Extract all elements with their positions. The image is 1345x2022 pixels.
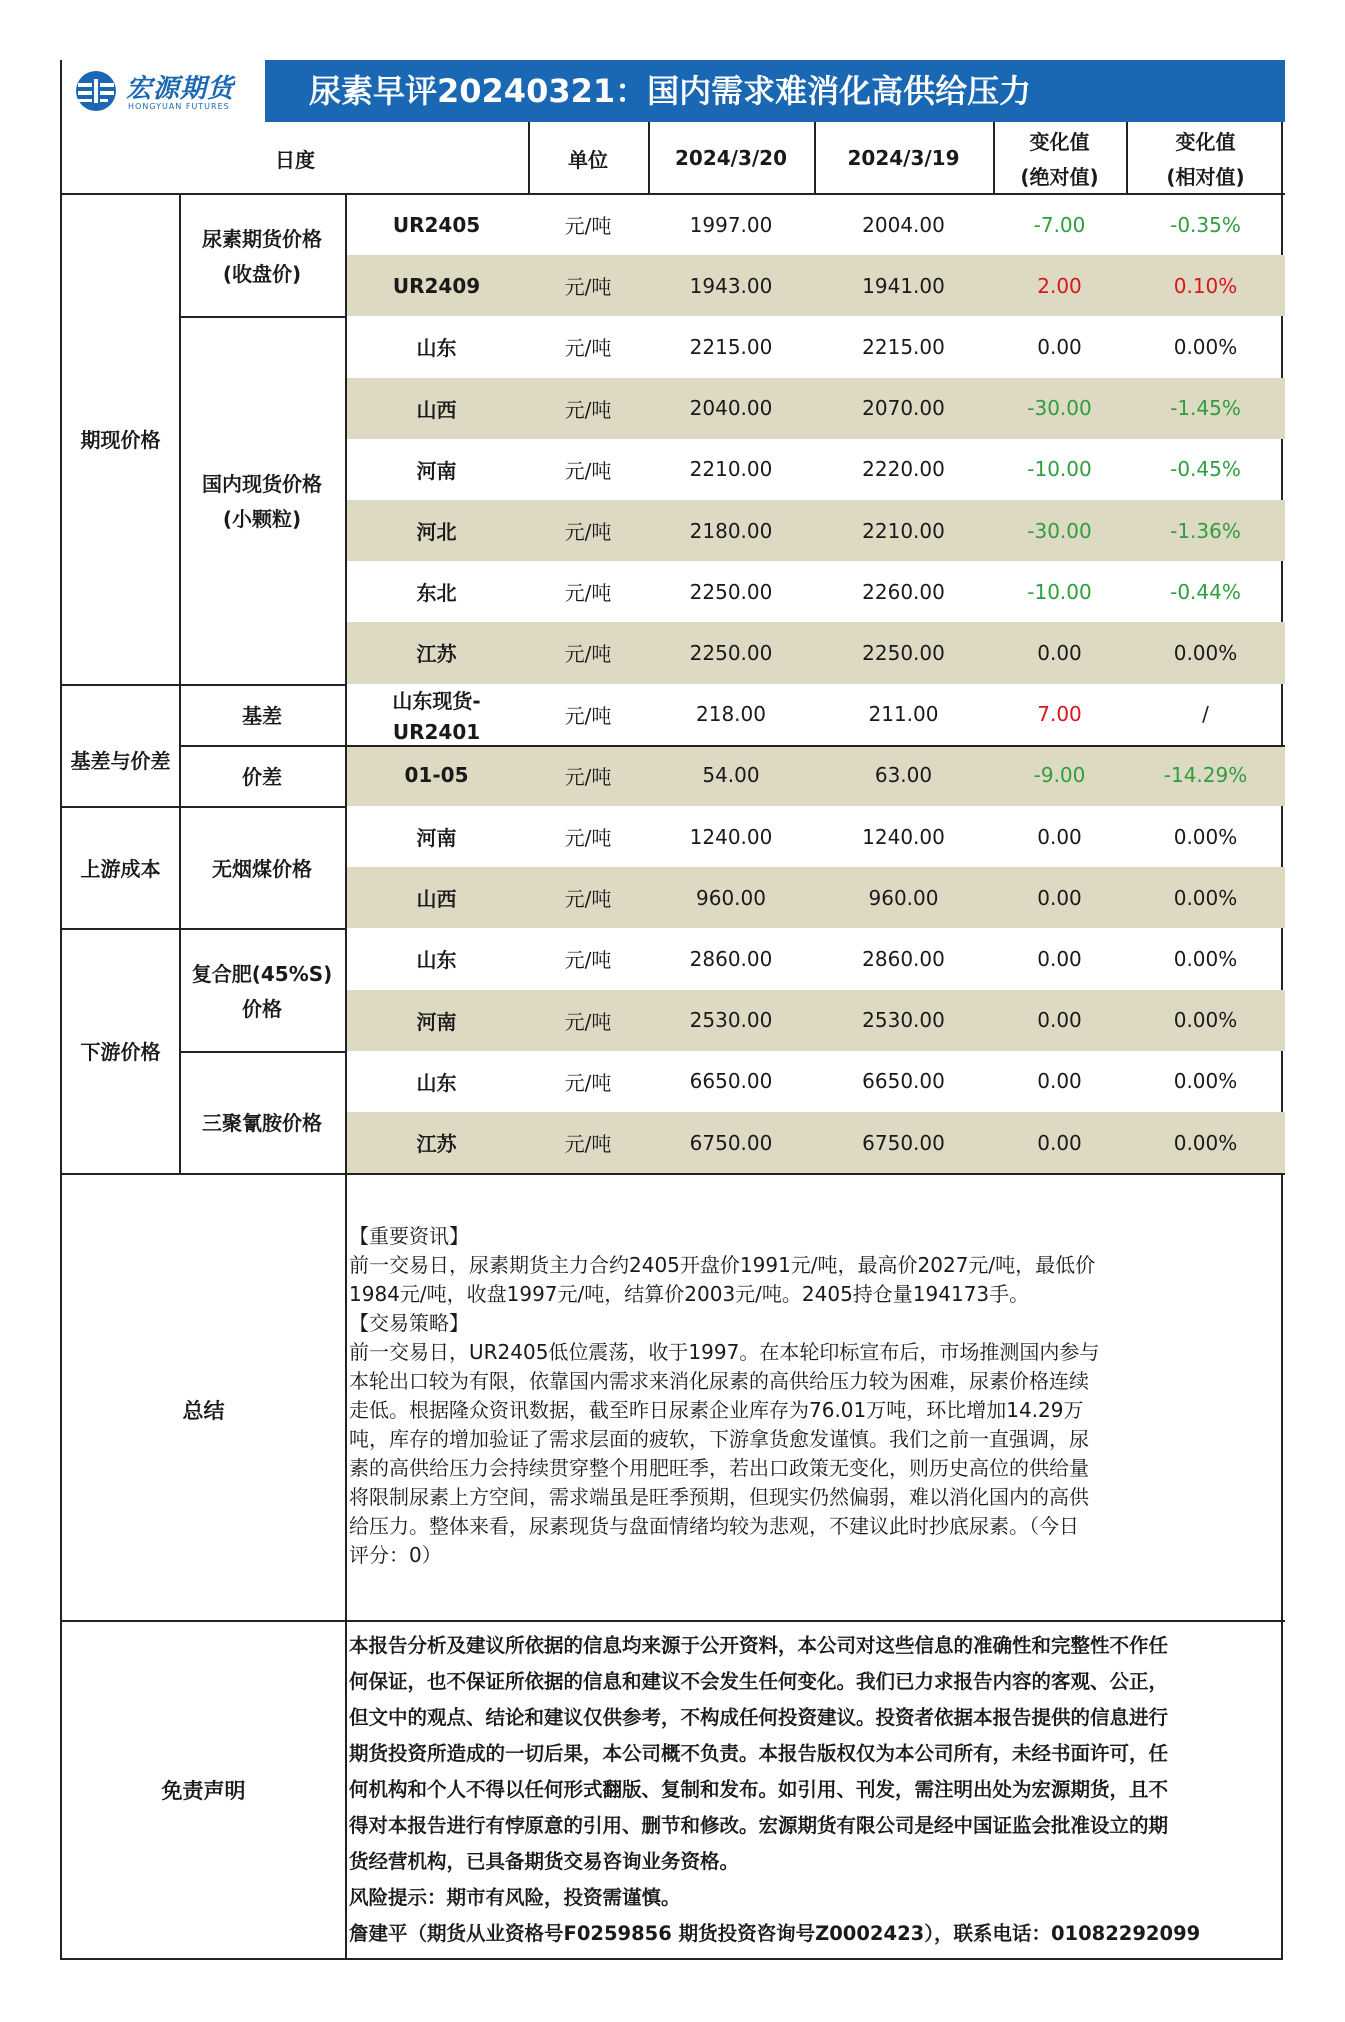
disclaimer-line: 期货投资所造成的一切后果，本公司概不负责。本报告版权仅为本公司所有，未经书面许可，任 [349, 1742, 1169, 1765]
row-unit: 元/吨 [564, 1009, 612, 1034]
row-abs-change: 7.00 [1037, 702, 1082, 727]
row-value-date1: 1997.00 [689, 212, 773, 237]
row-value-date1: 960.00 [696, 885, 766, 910]
row-value-date2: 2860.00 [862, 946, 945, 971]
row-abs-change: -30.00 [1027, 396, 1092, 421]
disclaimer-line: 货经营机构，已具备期货交易咨询业务资格。 [349, 1850, 740, 1873]
row-item: 江苏 [416, 1132, 457, 1157]
summary-line: 将限制尿素上方空间，需求端虽是旺季预期，但现实仍然偏弱，难以消化国内的高供 [349, 1485, 1089, 1509]
disclaimer-line: 本报告分析及建议所依据的信息均来源于公开资料，本公司对这些信息的准确性和完整性不作任 [349, 1634, 1169, 1657]
subgroup-label-coal: 无烟煤价格 [212, 856, 312, 881]
row-item: 山西 [416, 397, 457, 422]
row-value-date1: 6650.00 [689, 1069, 773, 1094]
row-value-date1: 2215.00 [689, 334, 773, 359]
disclaimer-line: 风险提示：期市有风险，投资需谨慎。 [349, 1886, 681, 1909]
summary-text [349, 1222, 1279, 1570]
row-abs-change: 0.00 [1037, 946, 1082, 971]
logo-subtext: HONGYUAN FUTURES [128, 102, 230, 111]
col-header-date1: 2024/3/20 [674, 146, 788, 170]
row-abs-change: 0.00 [1037, 824, 1082, 849]
grid-line [62, 928, 345, 930]
row-abs-change: -9.00 [1033, 763, 1086, 788]
summary-line: 走低。根据隆众资讯数据，截至昨日尿素企业库存为76.01万吨，环比增加14.29万 [349, 1398, 1084, 1422]
row-unit: 元/吨 [564, 642, 612, 667]
row-value-date1: 6750.00 [689, 1130, 773, 1155]
row-unit: 元/吨 [564, 581, 612, 606]
group-label-basis-spread: 基差与价差 [70, 749, 171, 774]
row-unit: 元/吨 [564, 458, 612, 483]
row-unit: 元/吨 [564, 948, 612, 973]
company-logo [62, 60, 267, 122]
row-unit: 元/吨 [564, 703, 612, 728]
row-rel-change: -1.36% [1170, 518, 1241, 543]
report-sheet [60, 60, 1283, 1960]
row-item: 河南 [416, 458, 457, 483]
summary-line: 吨，库存的增加验证了需求层面的疲软，下游拿货愈发谨慎。我们之前一直强调，尿 [349, 1427, 1089, 1451]
subgroup-label-basis: 基差 [242, 703, 282, 728]
row-abs-change: 0.00 [1037, 334, 1082, 359]
row-item: 河南 [416, 826, 457, 851]
disclaimer-line: 何保证，也不保证所依据的信息和建议不会发生任何变化。我们已力求报告内容的客观、公正， [349, 1670, 1169, 1693]
header-banner [62, 60, 1285, 122]
summary-line: 本轮出口较为有限，依靠国内需求来消化尿素的高供给压力较为困难，尿素价格连续 [349, 1369, 1089, 1393]
group-label-upstream-cost: 上游成本 [80, 856, 161, 881]
row-item: 河南 [416, 1009, 457, 1034]
row-item: UR2409 [392, 273, 481, 298]
row-value-date1: 2530.00 [689, 1008, 773, 1033]
row-abs-change: -30.00 [1027, 518, 1092, 543]
summary-line: 【交易策略】 [349, 1311, 469, 1335]
disclaimer-label: 免责声明 [161, 1779, 246, 1803]
group-label-spot-futures: 期现价格 [80, 428, 161, 453]
row-value-date1: 218.00 [696, 702, 766, 727]
row-value-date2: 2070.00 [862, 396, 945, 421]
summary-line: 素的高供给压力会持续贯穿整个用肥旺季，若出口政策无变化，则历史高位的供给量 [349, 1456, 1089, 1480]
row-unit: 元/吨 [564, 397, 612, 422]
row-rel-change: 0.00% [1173, 1008, 1238, 1033]
row-value-date1: 2040.00 [689, 396, 773, 421]
col-header-rel-change [1126, 122, 1285, 194]
row-item: 山东 [416, 1070, 457, 1095]
grid-line [345, 1173, 347, 1960]
row-value-date1: 2860.00 [689, 946, 773, 971]
summary-line: 评分：0） [349, 1543, 442, 1567]
row-rel-change: 0.00% [1173, 824, 1238, 849]
row-value-date1: 2180.00 [689, 518, 773, 543]
disclaimer-text [349, 1628, 1279, 1952]
subgroup-label-futures-line1: 尿素期货价格 [202, 227, 322, 252]
col-header-abs-change-line2: (绝对值) [1020, 165, 1099, 189]
row-value-date1: 2250.00 [689, 579, 773, 604]
row-value-date2: 2210.00 [862, 518, 945, 543]
grid-line [179, 316, 345, 318]
row-value-date1: 54.00 [702, 763, 760, 788]
subgroup-label-fertilizer-line2: 价格 [242, 996, 282, 1021]
grid-line [648, 122, 650, 194]
col-header-rel-change-line1: 变化值 [1175, 130, 1236, 154]
row-rel-change: 0.10% [1173, 273, 1238, 298]
row-item: 山东 [416, 948, 457, 973]
row-rel-change: -0.35% [1170, 212, 1241, 237]
row-abs-change: 0.00 [1037, 885, 1082, 910]
row-unit: 元/吨 [564, 1132, 612, 1157]
row-rel-change: 0.00% [1173, 334, 1238, 359]
row-rel-change: 0.00% [1173, 946, 1238, 971]
row-rel-change: 0.00% [1173, 1069, 1238, 1094]
row-value-date2: 211.00 [868, 702, 939, 727]
row-item: 江苏 [416, 642, 457, 667]
row-value-date2: 2250.00 [862, 640, 945, 665]
row-value-date2: 6650.00 [862, 1069, 945, 1094]
row-unit: 元/吨 [564, 764, 612, 789]
grid-line [62, 1173, 1285, 1175]
row-abs-change: -7.00 [1033, 212, 1086, 237]
row-value-date2: 63.00 [874, 763, 933, 788]
col-header-dimension: 日度 [275, 147, 315, 172]
row-value-date2: 1941.00 [862, 273, 945, 298]
row-value-date2: 960.00 [868, 885, 939, 910]
row-abs-change: -10.00 [1027, 457, 1092, 482]
row-value-date1: 2210.00 [689, 457, 773, 482]
row-unit: 元/吨 [564, 826, 612, 851]
grid-line [345, 194, 347, 1173]
col-header-abs-change [993, 122, 1126, 194]
grid-line [62, 193, 1285, 195]
grid-line [993, 122, 995, 194]
row-value-date2: 2260.00 [862, 579, 945, 604]
row-value-date2: 2215.00 [862, 334, 945, 359]
group-label-downstream-price: 下游价格 [80, 1040, 161, 1065]
hongyuan-logo-icon [74, 69, 118, 113]
subgroup-label-spread: 价差 [242, 764, 282, 789]
row-value-date2: 2004.00 [862, 212, 945, 237]
row-abs-change: -10.00 [1027, 579, 1092, 604]
subgroup-label-fertilizer-line1: 复合肥(45%S) [191, 961, 333, 986]
col-header-unit: 单位 [568, 147, 608, 172]
row-item-line2: UR2401 [392, 719, 481, 744]
row-unit: 元/吨 [564, 520, 612, 545]
row-abs-change: 2.00 [1037, 273, 1082, 298]
row-unit: 元/吨 [564, 275, 612, 300]
row-abs-change: 0.00 [1037, 640, 1082, 665]
row-item: 东北 [416, 581, 457, 606]
grid-line [62, 806, 345, 808]
disclaimer-line: 詹建平（期货从业资格号F0259856 期货投资咨询号Z0002423），联系电话：01082292099 [349, 1922, 1201, 1945]
subgroup-label-futures-line2: (收盘价) [222, 262, 302, 287]
row-value-date1: 1943.00 [689, 273, 773, 298]
summary-line: 前一交易日，尿素期货主力合约2405开盘价1991元/吨，最高价2027元/吨，最低价 [349, 1253, 1096, 1277]
disclaimer-line: 但文中的观点、结论和建议仅供参考，不构成任何投资建议。投资者依据本报告提供的信息进行 [349, 1706, 1169, 1729]
row-unit: 元/吨 [564, 887, 612, 912]
summary-line: 给压力。整体来看，尿素现货与盘面情绪均较为悲观，不建议此时抄底尿素。（今日 [349, 1514, 1079, 1538]
row-value-date2: 6750.00 [862, 1130, 945, 1155]
row-abs-change: 0.00 [1037, 1069, 1082, 1094]
row-value-date2: 1240.00 [862, 824, 945, 849]
summary-line: 【重要资讯】 [349, 1224, 469, 1248]
disclaimer-line: 何机构和个人不得以任何形式翻版、复制和发布。如引用、刊发，需注明出处为宏源期货，且不 [349, 1778, 1169, 1801]
row-abs-change: 0.00 [1037, 1008, 1082, 1033]
grid-line [62, 684, 345, 686]
row-unit: 元/吨 [564, 214, 612, 239]
row-unit: 元/吨 [564, 1070, 612, 1095]
subgroup-label-melamine: 三聚氰胺价格 [202, 1111, 322, 1136]
report-title: 尿素早评20240321：国内需求难消化高供给压力 [309, 72, 1032, 110]
row-rel-change: 0.00% [1173, 640, 1238, 665]
subgroup-label-spot-line1: 国内现货价格 [202, 471, 322, 496]
grid-line [1126, 122, 1128, 194]
row-unit: 元/吨 [564, 336, 612, 361]
grid-line [179, 745, 1285, 747]
row-rel-change: -0.44% [1170, 579, 1241, 604]
row-item: 河北 [416, 520, 457, 545]
subgroup-label-fertilizer [179, 928, 345, 1050]
summary-line: 前一交易日，UR2405低位震荡，收于1997。在本轮印标宣布后，市场推测国内参与 [349, 1340, 1100, 1364]
row-value-date1: 1240.00 [689, 824, 773, 849]
col-header-abs-change-line1: 变化值 [1029, 130, 1090, 154]
row-value-date2: 2530.00 [862, 1008, 945, 1033]
row-item: 01-05 [404, 763, 469, 788]
row-abs-change: 0.00 [1037, 1130, 1082, 1155]
grid-line [814, 122, 816, 194]
col-header-rel-change-line2: (相对值) [1166, 165, 1245, 189]
subgroup-label-spot-line2: (小颗粒) [222, 506, 302, 531]
row-rel-change: -1.45% [1170, 396, 1241, 421]
row-rel-change: 0.00% [1173, 1130, 1238, 1155]
grid-line [179, 1051, 345, 1053]
logo-text: 宏源期货 [126, 74, 235, 104]
row-rel-change: -0.45% [1170, 457, 1241, 482]
subgroup-label-spot [179, 316, 345, 683]
row-item: UR2405 [392, 212, 481, 237]
row-rel-change: 0.00% [1173, 885, 1238, 910]
row-item-line1: 山东现货- [392, 688, 481, 713]
subgroup-label-futures [179, 194, 345, 316]
row-rel-change: -14.29% [1163, 763, 1248, 788]
row-item [345, 684, 528, 745]
row-value-date2: 2220.00 [862, 457, 945, 482]
col-header-date2: 2024/3/19 [847, 146, 960, 170]
row-rel-change: / [1202, 702, 1209, 727]
grid-line [528, 122, 530, 194]
summary-label: 总结 [182, 1398, 225, 1423]
summary-line: 1984元/吨，收盘1997元/吨，结算价2003元/吨。2405持仓量194173手。 [349, 1282, 1030, 1306]
row-value-date1: 2250.00 [689, 640, 773, 665]
row-item: 山东 [416, 336, 457, 361]
row-item: 山西 [416, 887, 457, 912]
disclaimer-line: 得对本报告进行有悖原意的引用、删节和修改。宏源期货有限公司是经中国证监会批准设立的期 [349, 1814, 1169, 1837]
